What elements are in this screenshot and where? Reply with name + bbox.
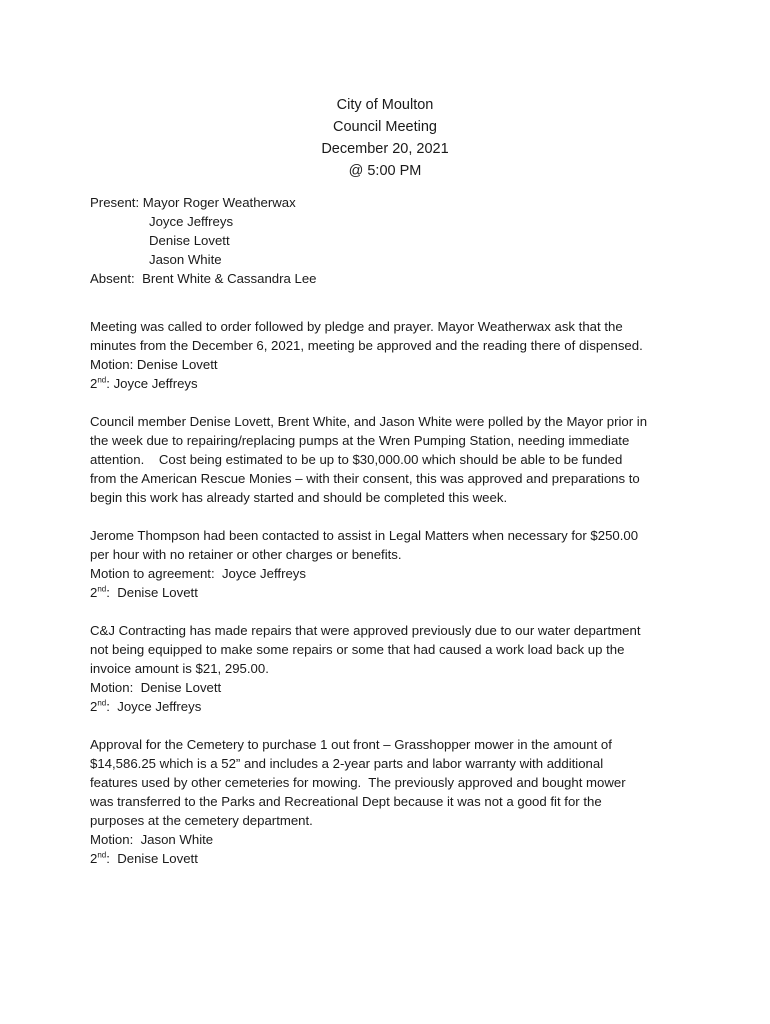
absent-names: Brent White & Cassandra Lee: [142, 271, 317, 286]
paragraph-line: minutes from the December 6, 2021, meeting be approved and the reading there of dispensed.: [90, 338, 643, 353]
paragraph-line: Council member Denise Lovett, Brent White, and Jason White were polled by the Mayor prior in: [90, 414, 648, 429]
paragraph-line: invoice amount is $21, 295.00.: [90, 661, 269, 676]
paragraph-line: the week due to repairing/replacing pumps at the Wren Pumping Station, needing immediate: [90, 433, 630, 448]
document-header: [0, 94, 770, 182]
absent-label: Absent:: [90, 271, 135, 286]
motion-line: Motion to agreement: Joyce Jeffreys: [90, 566, 306, 581]
minutes-paragraph: [90, 735, 690, 868]
motion-line: Motion: Denise Lovett: [90, 357, 218, 372]
second-line: 2nd: Joyce Jeffreys: [90, 698, 202, 714]
present-name: Joyce Jeffreys: [149, 214, 234, 229]
city-name: City of Moulton: [336, 97, 434, 113]
paragraph-line: Meeting was called to order followed by pledge and prayer. Mayor Weatherwax ask that the: [90, 319, 623, 334]
paragraph-line: features used by other cemeteries for mowing. The previously approved and bought mower: [90, 775, 626, 790]
motion-line: Motion: Jason White: [90, 832, 214, 847]
present-label: Present:: [90, 195, 140, 210]
minutes-body: [90, 193, 690, 868]
meeting-time: @ 5:00 PM: [348, 163, 422, 179]
second-line: 2nd: Denise Lovett: [90, 850, 198, 866]
minutes-paragraph: [90, 621, 690, 716]
present-name: Jason White: [149, 252, 222, 267]
minutes-paragraph: [90, 526, 690, 602]
motion-line: Motion: Denise Lovett: [90, 680, 222, 695]
paragraph-line: C&J Contracting has made repairs that were approved previously due to our water department: [90, 623, 641, 638]
paragraph-line: Jerome Thompson had been contacted to assist in Legal Matters when necessary for $250.00: [90, 528, 639, 543]
paragraph-line: was transferred to the Parks and Recreational Dept because it was not a good fit for the: [90, 794, 602, 809]
second-line: 2nd: Joyce Jeffreys: [90, 375, 198, 391]
paragraph-line: attention. Cost being estimated to be up to $30,000.00 which should be able to be funded: [90, 452, 623, 467]
paragraph-line: Approval for the Cemetery to purchase 1 out front – Grasshopper mower in the amount of: [90, 737, 612, 752]
present-name: Mayor Roger Weatherwax: [142, 195, 296, 210]
minutes-paragraph: [90, 412, 690, 507]
minutes-paragraph: [90, 317, 690, 393]
meeting-date: December 20, 2021: [321, 141, 449, 157]
paragraph-line: per hour with no retainer or other charges or benefits.: [90, 547, 402, 562]
meeting-title: Council Meeting: [333, 119, 437, 135]
absent-line: [90, 269, 690, 288]
paragraph-line: $14,586.25 which is a 52” and includes a 2-year parts and labor warranty with additional: [90, 756, 604, 771]
paragraph-line: from the American Rescue Monies – with their consent, this was approved and preparations to: [90, 471, 640, 486]
attendance-block: [90, 193, 690, 288]
paragraph-line: purposes at the cemetery department.: [90, 813, 313, 828]
present-name: Denise Lovett: [149, 233, 230, 248]
second-line: 2nd: Denise Lovett: [90, 584, 198, 600]
present-line: [90, 193, 690, 212]
paragraph-line: begin this work has already started and should be completed this week.: [90, 490, 508, 505]
paragraph-line: not being equipped to make some repairs or some that had caused a work load back up the: [90, 642, 625, 657]
